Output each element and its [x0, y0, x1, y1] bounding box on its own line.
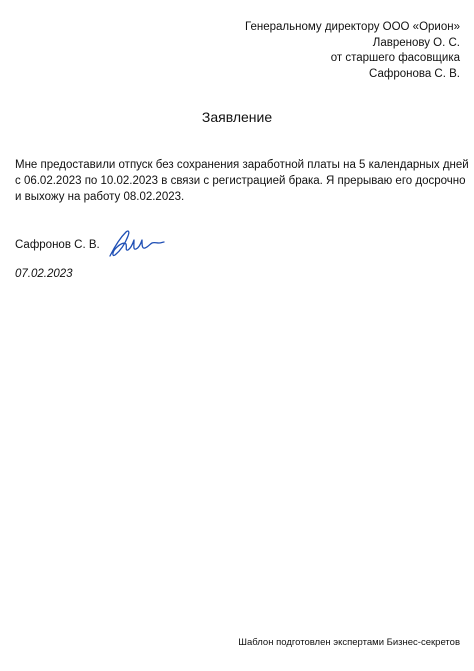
addressee-line-name: Лавренову О. С.	[372, 36, 460, 49]
body-line: Мне предоставили отпуск без сохранения заработной платы на 5 календарных дней	[15, 159, 469, 171]
document-date: 07.02.2023	[15, 268, 73, 280]
body-line: и выхожу на работу 08.02.2023.	[15, 191, 185, 203]
addressee-line-sender: Сафронова С. В.	[369, 67, 460, 80]
signer-name: Сафронов С. В.	[15, 239, 100, 251]
footer-note: Шаблон подготовлен экспертами Бизнес-секретов	[238, 637, 460, 648]
document-body	[15, 157, 469, 205]
addressee-block	[220, 20, 460, 82]
addressee-line-from: от старшего фасовщика	[330, 52, 460, 64]
document-title: Заявление	[201, 109, 273, 125]
body-line: с 06.02.2023 по 10.02.2023 в связи с регистрацией брака. Я прерываю его досрочно	[15, 175, 466, 187]
addressee-line-director: Генеральному директору ООО «Орион»	[245, 21, 460, 33]
handwritten-signature	[106, 224, 168, 264]
